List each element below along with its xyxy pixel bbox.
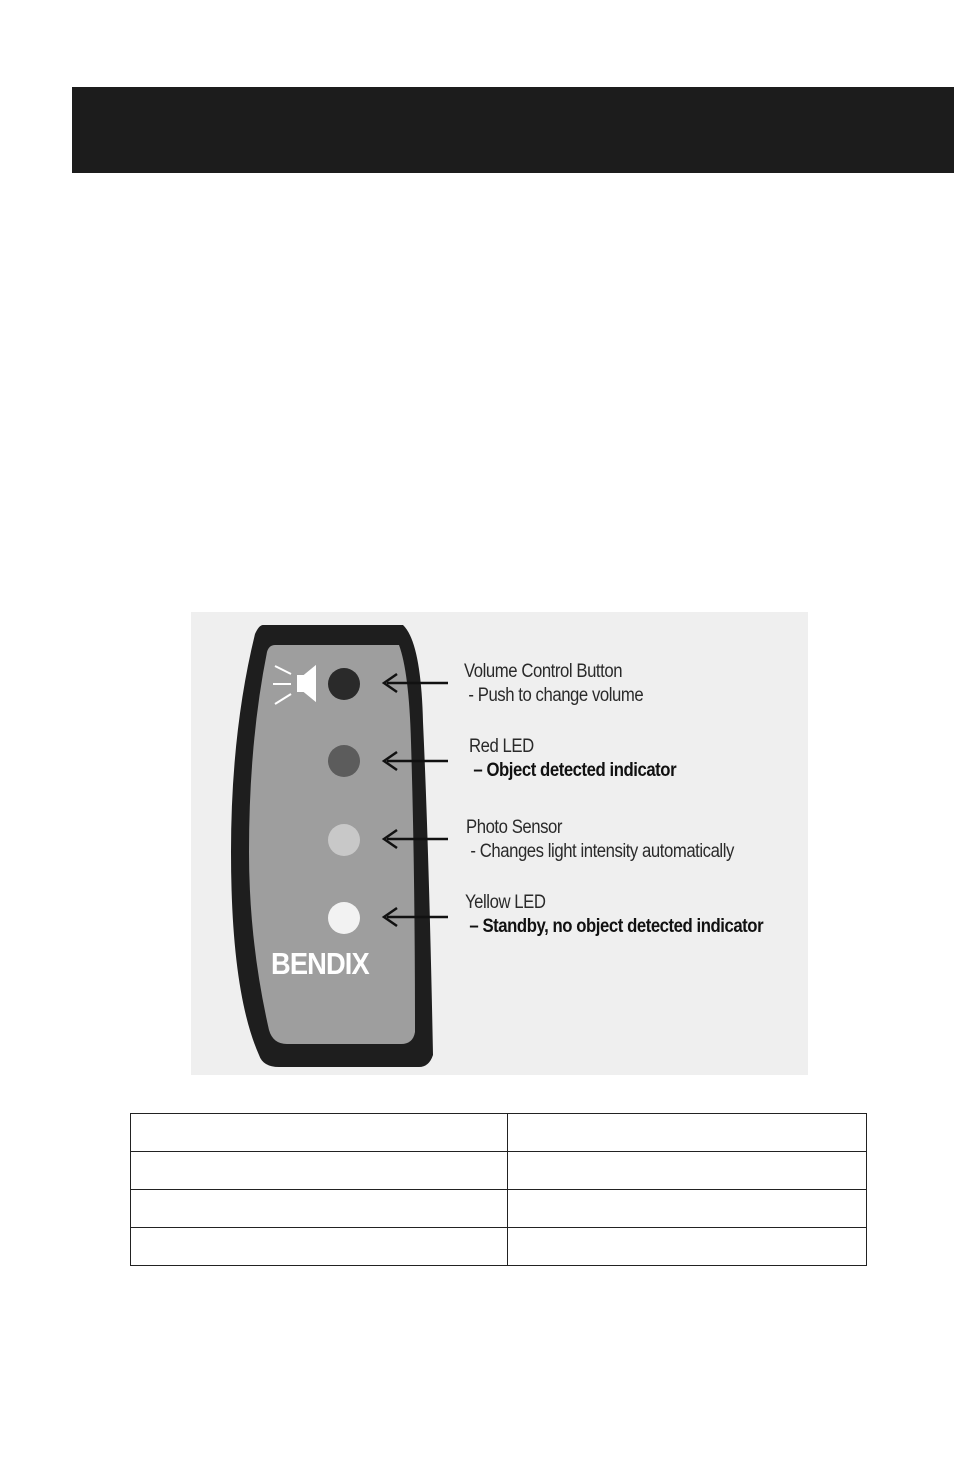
callout-red-led: [469, 735, 676, 783]
table-row: [131, 1190, 867, 1228]
table-cell: [508, 1152, 867, 1190]
table-cell: [131, 1114, 508, 1152]
table-cell: [131, 1190, 508, 1228]
brand-logo: BENDIX: [271, 946, 369, 981]
device-diagram: [191, 612, 808, 1075]
empty-table: [130, 1113, 867, 1266]
yellow-led: [328, 902, 360, 934]
table-row: [131, 1114, 867, 1152]
photo-sensor: [328, 824, 360, 856]
callout-description: – Standby, no object detected indicator: [469, 916, 764, 937]
table-cell: [131, 1228, 508, 1266]
table-cell: [131, 1152, 508, 1190]
header-bar: [72, 87, 954, 173]
table-cell: [508, 1114, 867, 1152]
callout-description: - Push to change volume: [468, 685, 644, 706]
callout-title: Volume Control Button: [464, 661, 623, 682]
red-led: [328, 745, 360, 777]
table-row: [131, 1152, 867, 1190]
callout-title: Red LED: [469, 736, 534, 757]
callout-description: – Object detected indicator: [473, 760, 677, 781]
volume-control-button: [328, 668, 360, 700]
callout-volume-control: [464, 660, 643, 708]
callout-yellow-led: [465, 891, 763, 939]
callout-photo-sensor: [466, 816, 734, 864]
table-cell: [508, 1190, 867, 1228]
table-row: [131, 1228, 867, 1266]
callout-title: Photo Sensor: [466, 817, 563, 838]
callout-title: Yellow LED: [465, 892, 546, 913]
table-cell: [508, 1228, 867, 1266]
callout-description: - Changes light intensity automatically: [470, 841, 734, 862]
